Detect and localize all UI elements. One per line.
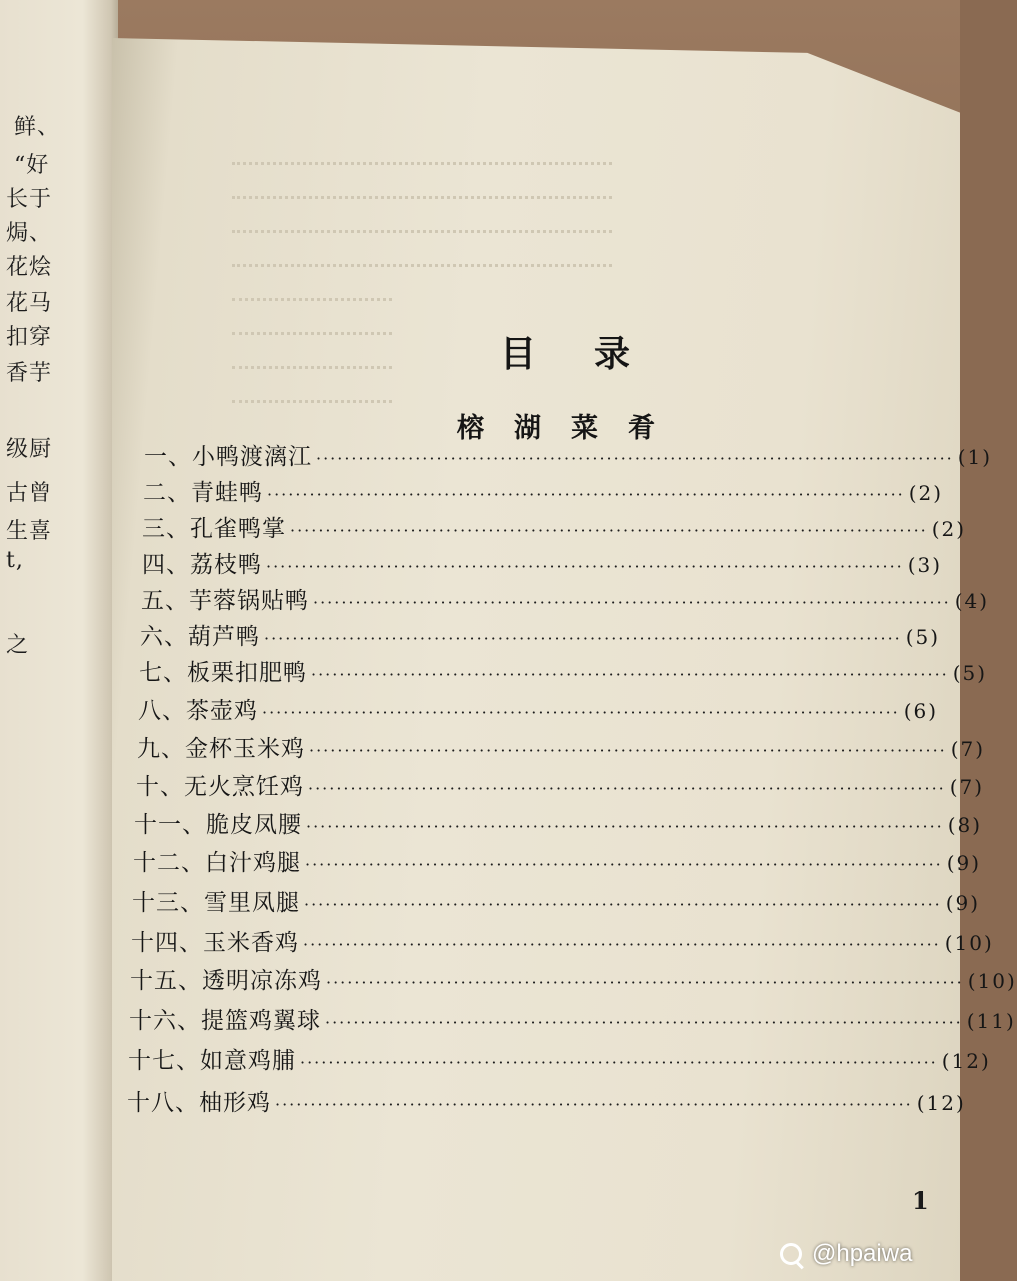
toc-entry-label: 八、茶壶鸡	[138, 698, 258, 724]
toc-entry-page: (1)	[957, 445, 993, 469]
toc-entry[interactable]	[136, 768, 985, 802]
toc-section-heading: 榕湖菜肴	[457, 413, 685, 444]
toc-entry[interactable]	[137, 730, 986, 764]
left-page	[0, 0, 118, 1281]
toc-entry-label: 十七、如意鸡脯	[128, 1048, 296, 1074]
watermark-handle: @hpaiwa	[812, 1240, 913, 1267]
toc-entry-page: (2)	[931, 517, 967, 541]
show-through-line	[232, 332, 392, 337]
toc-entry-page: (9)	[946, 851, 982, 875]
toc-title: 目录	[500, 333, 689, 375]
toc-entry[interactable]	[132, 884, 981, 918]
toc-leader-dots: ··························································································	[308, 779, 946, 798]
toc-leader-dots: ··························································································	[262, 703, 900, 722]
toc-entry[interactable]	[131, 924, 994, 958]
toc-leader-dots: ··························································································	[316, 449, 954, 468]
show-through-line	[232, 162, 612, 167]
toc-entry-page: (2)	[908, 481, 944, 505]
toc-entry-page: (11)	[966, 1009, 1016, 1033]
toc-entry-page: (7)	[950, 737, 986, 761]
left-page-line: 扣穿	[6, 325, 53, 350]
toc-entry-label: 十三、雪里凤腿	[132, 890, 300, 916]
left-page-line: 花烩	[6, 255, 53, 280]
toc-entry-page: (8)	[947, 813, 983, 837]
toc-entry[interactable]	[140, 618, 941, 652]
toc-entry-page: (7)	[949, 775, 985, 799]
toc-entry[interactable]	[128, 1042, 991, 1076]
toc-entry-page: (4)	[954, 589, 990, 613]
toc-entry-page: (5)	[952, 661, 988, 685]
toc-entry-label: 十六、提篮鸡翼球	[129, 1008, 321, 1034]
toc-entry-page: (5)	[905, 625, 941, 649]
left-page-line: 生喜	[6, 519, 53, 544]
toc-entry-page: (3)	[907, 553, 943, 577]
toc-entry-label: 三、孔雀鸭掌	[142, 516, 286, 542]
left-page-line: 鲜、	[14, 115, 61, 140]
toc-page	[112, 38, 1017, 1281]
show-through-line	[232, 196, 612, 201]
toc-entry[interactable]	[133, 844, 982, 878]
toc-leader-dots: ··························································································	[311, 665, 949, 684]
toc-leader-dots: ··························································································	[305, 855, 943, 874]
left-page-line: 级厨	[6, 437, 53, 462]
search-icon	[780, 1243, 802, 1265]
toc-leader-dots: ··························································································	[309, 741, 947, 760]
toc-entry[interactable]	[127, 1084, 966, 1118]
toc-entry-page: (9)	[945, 891, 981, 915]
toc-leader-dots: ··························································································	[275, 1095, 913, 1114]
toc-entry[interactable]	[143, 474, 944, 508]
toc-leader-dots: ··························································································	[290, 521, 928, 540]
toc-entry-label: 七、板栗扣肥鸭	[139, 660, 307, 686]
toc-entry-label: 五、芋蓉锅贴鸭	[141, 588, 309, 614]
left-page-line: 香芋	[6, 361, 53, 386]
toc-entry-label: 十四、玉米香鸡	[131, 930, 299, 956]
toc-entry-page: (6)	[903, 699, 939, 723]
show-through-line	[232, 400, 392, 405]
toc-entry-page: (10)	[967, 969, 1017, 993]
toc-leader-dots: ··························································································	[313, 593, 951, 612]
toc-entry[interactable]	[141, 582, 990, 616]
watermark	[780, 1240, 912, 1268]
left-page-line: t,	[6, 548, 24, 573]
left-page-line: 焗、	[6, 221, 53, 246]
toc-leader-dots: ··························································································	[326, 973, 964, 992]
left-page-line: 之	[6, 633, 30, 658]
toc-leader-dots: ··························································································	[264, 629, 902, 648]
toc-entry-label: 十五、透明凉冻鸡	[130, 968, 322, 994]
toc-entry[interactable]	[142, 546, 943, 580]
toc-entry-label: 十八、柚形鸡	[127, 1090, 271, 1116]
toc-entry[interactable]	[129, 1002, 1016, 1036]
toc-entry[interactable]	[144, 438, 993, 472]
show-through-line	[232, 298, 392, 303]
toc-leader-dots: ··························································································	[325, 1013, 963, 1032]
toc-entry[interactable]	[142, 510, 967, 544]
page-number: 1	[912, 1186, 929, 1215]
left-page-line: “好	[14, 153, 50, 178]
toc-leader-dots: ··························································································	[303, 935, 941, 954]
left-page-line: 古曾	[6, 481, 53, 506]
toc-entry-label: 四、荔枝鸭	[142, 552, 262, 578]
show-through-line	[232, 366, 392, 371]
toc-entry-label: 十、无火烹饪鸡	[136, 774, 304, 800]
toc-entry-label: 十二、白汁鸡腿	[133, 850, 301, 876]
toc-leader-dots: ··························································································	[306, 817, 944, 836]
toc-entry-label: 一、小鸭渡漓江	[144, 444, 312, 470]
toc-leader-dots: ··························································································	[267, 485, 905, 504]
toc-entry-page: (12)	[941, 1049, 991, 1073]
toc-entry[interactable]	[138, 692, 939, 726]
toc-entry[interactable]	[134, 806, 983, 840]
toc-leader-dots: ··························································································	[266, 557, 904, 576]
toc-entry-page: (12)	[916, 1091, 966, 1115]
toc-entry-page: (10)	[944, 931, 994, 955]
toc-entry[interactable]	[130, 962, 1017, 996]
show-through-line	[232, 230, 612, 235]
toc-entry-label: 十一、脆皮凤腰	[134, 812, 302, 838]
toc-entry-label: 六、葫芦鸭	[140, 624, 260, 650]
left-page-line: 花马	[6, 291, 53, 316]
toc-entry-label: 九、金杯玉米鸡	[137, 736, 305, 762]
show-through-line	[232, 264, 612, 269]
toc-leader-dots: ··························································································	[300, 1053, 938, 1072]
toc-leader-dots: ··························································································	[304, 895, 942, 914]
toc-entry[interactable]	[139, 654, 988, 688]
left-page-line: 长于	[6, 187, 53, 212]
toc-entry-label: 二、青蛙鸭	[143, 480, 263, 506]
